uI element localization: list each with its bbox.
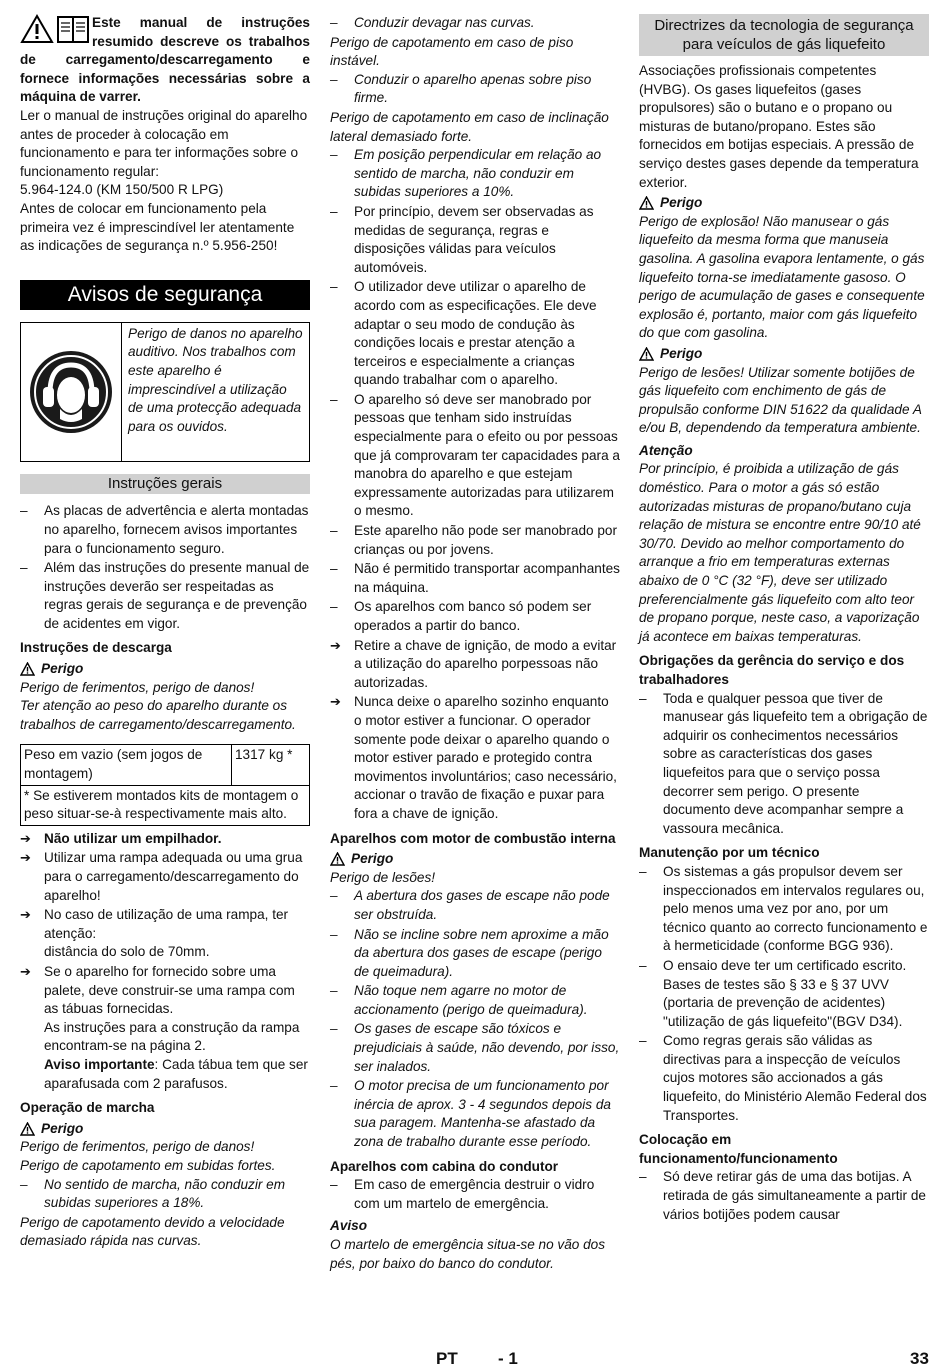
operator-rules-list <box>330 203 620 636</box>
weight-table <box>20 744 310 825</box>
lpg-intro-text: Associações profissionais competentes (HVBG). Os gases liquefeitos (gases propulsores) são o butano e o propano ou misturas de butano/propano. Estes são fornecidos em botijas especiais. A pressão de serviço destes gases depende da temperatura exterior. <box>639 63 919 190</box>
injury-danger-text: Perigo de lesões! Utilizar somente botijões de gás liquefeito com enchimento de gás de propulsão conforme DIN 51622 da qualidade A e/ou B, dependendo da temperatura ambiente. <box>639 364 922 436</box>
weight-label-cell: Peso em vazio (sem jogos de montagem) <box>21 745 232 785</box>
table-row <box>21 745 310 785</box>
list-item: – Só deve retirar gás de uma das botijas. A retirada de gás simultaneamente a partir de vários botijões podem causar <box>639 1168 929 1224</box>
warning-triangle-icon <box>330 852 345 866</box>
warning-triangle-icon <box>639 196 654 210</box>
cab-dash-list <box>330 1176 620 1213</box>
maintenance-heading: Manutenção por um técnico <box>639 845 820 861</box>
list-item: – Como regras gerais são válidas as directivas para a inspecção de veículos cujos motores são accionados a gás liquefeito, do Ministério Alemão Federal dos Transportes. <box>639 1032 929 1125</box>
column-middle <box>330 14 620 1273</box>
intro-paragraph-3: Antes de colocar em funcionamento pela primeira vez é imprescindível ler atentamente as indicações de segurança n.º 5.956-250! <box>20 200 295 254</box>
obligations-list <box>639 690 929 839</box>
footer-language: PT <box>436 1349 458 1368</box>
curves-dash-list <box>330 14 620 33</box>
weight-note-cell: * Se estiverem montados kits de montagem o peso situar-se-à respectivamente mais alto. <box>21 785 310 825</box>
danger-label-text: Perigo <box>660 195 703 211</box>
ramp-attention-text: No caso de utilização de uma rampa, ter atenção: <box>44 907 289 941</box>
drive-danger-text-1: Perigo de ferimentos, perigo de danos! <box>20 1139 255 1155</box>
firm-ground-dash-list <box>330 71 620 108</box>
danger-label-text: Perigo <box>41 1120 84 1136</box>
tip-unstable-text: Perigo de capotamento em caso de piso instável. <box>330 34 574 69</box>
startup-heading: Colocação em funcionamento/funcionamento <box>639 1132 838 1166</box>
list-item: – O ensaio deve ter um certificado escrito. Bases de testes são § 33 e § 37 UVV (portaria de prevenção de acidentes) "utilização de gás liquefeito"(BGV D34). <box>639 957 929 1031</box>
danger-label-text: Perigo <box>41 661 84 677</box>
ignition-arrow-list <box>330 637 620 824</box>
safety-banner: Avisos de segurança <box>20 280 310 310</box>
warning-triangle-icon <box>20 14 54 44</box>
hearing-hazard-text: Perigo de danos no aparelho auditivo. Nos trabalhos com este aparelho é imprescindível a utilização de uma protecção adequada para os ouvidos. <box>128 325 303 434</box>
danger-label-text: Perigo <box>351 851 394 867</box>
list-item: – Conduzir devagar nas curvas. <box>330 14 620 33</box>
perpendicular-dash-list <box>330 146 620 202</box>
list-item: – Em caso de emergência destruir o vidro com um martelo de emergência. <box>330 1176 620 1213</box>
engine-danger-text: Perigo de lesões! <box>330 869 436 885</box>
aviso-label: Aviso <box>330 1218 368 1234</box>
unload-heading: Instruções de descarga <box>20 640 172 656</box>
list-item: – Este aparelho não pode ser manobrado por crianças ou por jovens. <box>330 522 620 559</box>
warning-triangle-icon <box>639 347 654 361</box>
list-item: – O motor precisa de um funcionamento por inércia de aprox. 3 - 4 segundos depois da sua paragem. Mantenha-se afastado da zona de trabalho durante esse período. <box>330 1077 620 1151</box>
engine-dash-list <box>330 887 620 1151</box>
column-left <box>20 14 310 1251</box>
injury-danger-label <box>639 345 929 364</box>
important-notice-label: Aviso importante <box>44 1056 155 1072</box>
drive-danger-text-3: Perigo de capotamento devido a velocidade demasiado rápida nas curvas. <box>20 1214 285 1249</box>
list-item: – Não toque nem agarre no motor de accionamento (perigo de queimadura). <box>330 982 620 1019</box>
engine-danger-label <box>330 850 620 869</box>
list-item: – O utilizador deve utilizar o aparelho de acordo com as especificações. Ele deve adaptar o seu modo de condução às condições locais e prestar atenção a terceiros e especialmente a crianças quando trabalhar com o aparelho. <box>330 278 620 390</box>
list-item: – Os gases de escape são tóxicos e prejudiciais à saúde, não devendo, por isso, ser inalados. <box>330 1020 620 1076</box>
drive-heading: Operação de marcha <box>20 1100 155 1116</box>
weight-value-cell: 1317 kg * <box>232 745 310 785</box>
explosion-danger-text: Perigo de explosão! Não manusear o gás liquefeito da mesma forma que manuseia gasolina. A gasolina evapora lentamente, o gás liquefeito torna-se imediatamente gasoso. O perigo de acumulação de gases e consequente explosão é, portanto, maior com gás liquefeito do que com gasolina. <box>639 213 925 341</box>
list-item: – Os sistemas a gás propulsor devem ser inspeccionados em intervalos regulares ou, pelo menos uma vez por ano, por um técnico quanto ao correcto funcionamento e à hermeticidade (conforme BGG 936). <box>639 863 929 956</box>
tip-lateral-text: Perigo de capotamento em caso de inclinação lateral demasiado forte. <box>330 109 609 144</box>
ground-clearance-text: distância do solo de 70mm. <box>44 944 210 960</box>
list-item: – A abertura dos gases de escape não pode ser obstruída. <box>330 887 620 924</box>
list-item: ➔ Utilizar uma rampa adequada ou uma grua para o carregamento/descarregamento do aparelho! <box>20 849 310 905</box>
drive-danger-text-2: Perigo de capotamento em subidas fortes. <box>20 1157 276 1173</box>
list-item: ➔ Nunca deixe o aparelho sozinho enquanto o motor estiver a funcionar. O operador somente pode deixar o aparelho quando o motor estiver parado e protegido contra movimentos involuntários; caso necessário, accionar o travão de fixação e puxar para fora a chave de ignição. <box>330 693 620 823</box>
ramp-instructions-text: As instruções para a construção da rampa encontram-se na página 2. <box>44 1019 300 1054</box>
hearing-protection-icon <box>28 349 114 435</box>
engine-heading: Aparelhos com motor de combustão interna <box>330 830 616 846</box>
list-item: – Os aparelhos com banco só podem ser operados a partir do banco. <box>330 598 620 635</box>
list-item: ➔ Não utilizar um empilhador. <box>20 830 310 849</box>
hearing-icon-cell <box>21 323 122 461</box>
unload-danger-text-2: Ter atenção ao peso do aparelho durante os trabalhos de carregamento/descarregamento. <box>20 698 296 732</box>
drive-dash-list <box>20 1176 310 1213</box>
general-instructions-heading: Instruções gerais <box>20 474 310 495</box>
column-right <box>639 14 929 1225</box>
warning-triangle-icon <box>20 1122 35 1136</box>
intro-model-number: 5.964-124.0 (KM 150/500 R LPG) <box>20 182 224 198</box>
explosion-danger-label <box>639 194 929 213</box>
list-item: – Conduzir o aparelho apenas sobre piso firme. <box>330 71 620 108</box>
list-item: – Por princípio, devem ser observadas as medidas de segurança, regras e disposições válidas para veículos automóveis. <box>330 203 620 277</box>
pallet-ramp-text: Se o aparelho for fornecido sobre uma palete, deve construir-se uma rampa com as tábuas fornecidas. <box>44 963 295 1017</box>
manual-book-icon <box>56 14 90 44</box>
obligations-heading: Obrigações da gerência do serviço e dos trabalhadores <box>639 653 905 687</box>
list-item: – Toda e qualquer pessoa que tiver de manusear gás liquefeito tem a obrigação de adquirir os conhecimentos necessários sobre as características dos gases liquefeitos para que o serviço possa decorrer sem perigo. O presente documento deve acompanhar sempre a vassoura mecânica. <box>639 690 929 839</box>
list-item: ➔ Retire a chave de ignição, de modo a evitar a utilização do aparelho porpessoas não autorizadas. <box>330 637 620 693</box>
list-item: – O aparelho só deve ser manobrado por pessoas que tenham sido instruídas especialmente para o efeito ou por pessoas que já comprovaram ter capacidades para a manobra do aparelho e que estejam expressamente autorizadas para utilizarem o mesmo. <box>330 391 620 521</box>
intro-paragraph-1: Ler o manual de instruções original do aparelho antes de proceder à colocação em funcionamento e para ter informações sobre o funcionamento regular: <box>20 107 308 179</box>
attention-label: Atenção <box>639 442 693 458</box>
intro-bold-text: Este manual de instruções resumido descreve os trabalhos de carregamento/descarregamento e fornece informações necessárias sobre a máquina de varrer. <box>20 15 310 105</box>
footer-page-number: 33 <box>910 1349 929 1368</box>
cab-heading: Aparelhos com cabina do condutor <box>330 1158 559 1174</box>
drive-danger-label <box>20 1120 310 1139</box>
list-item: – As placas de advertência e alerta montadas no aparelho, fornecem avisos importantes para o funcionamento seguro. <box>20 502 310 558</box>
unload-arrow-list <box>20 830 310 1093</box>
table-row <box>21 785 310 825</box>
intro-block <box>20 14 310 107</box>
list-item <box>20 906 310 962</box>
unload-danger-label <box>20 660 310 679</box>
list-item: – No sentido de marcha, não conduzir em subidas superiores a 18%. <box>20 1176 310 1213</box>
lpg-guidelines-heading: Directrizes da tecnologia de segurança para veículos de gás liquefeito <box>639 14 929 56</box>
warning-triangle-icon <box>20 662 35 676</box>
list-item: – Não é permitido transportar acompanhantes na máquina. <box>330 560 620 597</box>
attention-text: Por princípio, é proibida a utilização de gás doméstico. Para o motor a gás só estão autorizadas misturas de propano/butano cuja relação de mistura se encontre entre 90/10 até 30/70. Devido ao melhor comportamento do arranque a frio em temperaturas externas abaixo de 0 °C (32 °F), deve ser utilizado preferencialmente gás liquefeito com alto teor de propano porque, neste caso, a vaporização já acontece em baixas temperaturas. <box>639 461 921 644</box>
hearing-hazard-box <box>20 322 310 462</box>
footer-subpage: - 1 <box>498 1349 518 1368</box>
maintenance-list <box>639 863 929 1125</box>
list-item: – Além das instruções do presente manual de instruções deverão ser respeitadas as regras gerais de segurança e de prevenção de acidentes em vigor. <box>20 559 310 633</box>
list-item: – Não se incline sobre nem aproxime a mão da abertura dos gases de escape (perigo de queimadura). <box>330 926 620 982</box>
important-notice-text: : Cada tábua tem que ser aparafusada com 2 parafusos. <box>44 1056 308 1091</box>
unload-danger-text-1: Perigo de ferimentos, perigo de danos! <box>20 679 255 695</box>
intro-icons <box>20 14 90 46</box>
aviso-text: O martelo de emergência situa-se no vão dos pés, por baixo do banco do condutor. <box>330 1237 606 1271</box>
danger-label-text: Perigo <box>660 345 703 361</box>
general-instructions-list <box>20 502 310 633</box>
startup-list <box>639 1168 929 1224</box>
list-item <box>20 963 310 1093</box>
list-item: – Em posição perpendicular em relação ao sentido de marcha, não conduzir em subidas superiores a 10%. <box>330 146 620 202</box>
